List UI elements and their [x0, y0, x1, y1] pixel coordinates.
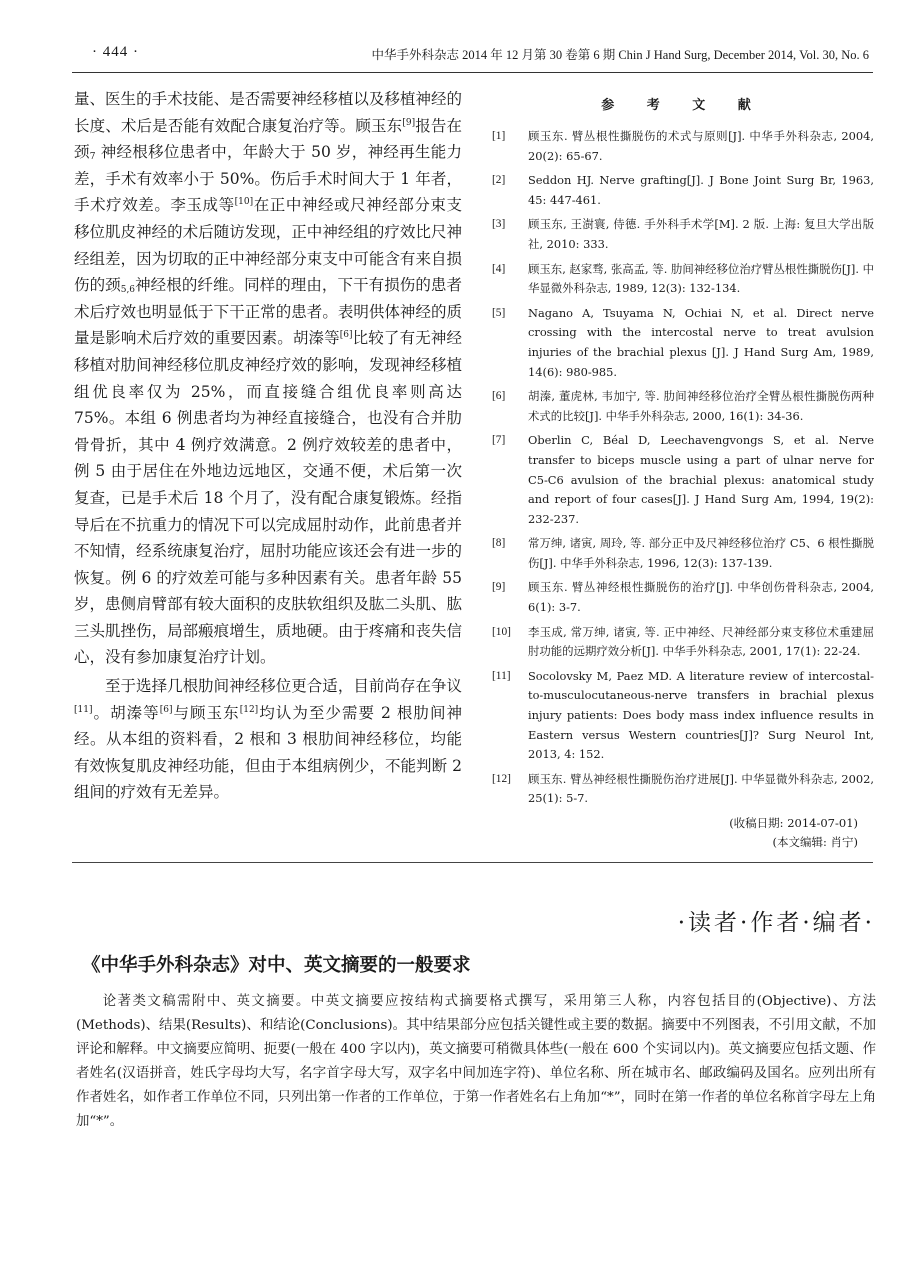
citation-6[interactable]: [6] [159, 704, 173, 715]
reference-item: [2] Seddon HJ. Nerve grafting[J]. J Bone Joint Surg Br, 1963, 45: 447-461. [492, 173, 874, 207]
editor-note: (本文编辑: 肖宁) [772, 835, 858, 849]
reference-item: [4] 顾玉东, 赵家骛, 张高孟, 等. 肋间神经移位治疗臂丛根性撕脱伤[J]. 中华显微外科杂志, 1989, 12(3): 132-134. [492, 261, 874, 296]
reference-item: [5] Nagano A, Tsuyama N, Ochiai N, et al. Direct nerve crossing with the intercostal nerve to treat avulsion injuries of the brachial plexus [J]. J Hand Surg Am, 1989, 14(6): 980-985. [492, 305, 874, 379]
citation-9[interactable]: [9] [402, 117, 416, 128]
reference-item: [12] 顾玉东. 臂丛神经根性撕脱伤治疗进展[J]. 中华显微外科杂志, 2002, 25(1): 5-7. [492, 771, 874, 806]
section-divider [72, 862, 873, 863]
reference-item: [1] 顾玉东. 臂丛根性撕脱伤的术式与原则[J]. 中华手外科杂志, 2004, 20(2): 65-67. [492, 129, 874, 163]
reference-list [492, 127, 874, 809]
reference-item: [8] 常万绅, 诸寅, 周玲, 等. 部分正中及尺神经移位治疗 C5、6 根性撕脱伤[J]. 中华手外科杂志, 1996, 12(3): 137-139. [492, 536, 874, 570]
citation-12[interactable]: [12] [239, 704, 259, 715]
reference-item: [10] 李玉成, 常万绅, 诸寅, 等. 正中神经、尺神经部分束支移位术重建屈肘功能的远期疗效分析[J]. 中华手外科杂志, 2001, 17(1): 22-24. [492, 624, 874, 659]
header-rule [72, 72, 873, 73]
paragraph-discussion: 量、医生的手术技能、是否需要神经移植以及移植神经的长度、术后是否能有效配合康复治疗等。顾玉东[9]报告在颈$_7$ 神经根移位患者中，年龄大于 50 岁，神经再生能力差，手术有效率小于 50%。伤后手术时间大于 1 年者，手术疗效差。李玉成等[10]在正中神经或尺神经部分束支移位肌皮神经的术后随访发现，正中神经组的疗效比尺神经组差，因为切取的正中神经部分束支中可能含有来自损伤的颈$_{5,6}$神经根的纤维。同样的理由，下干有损伤的患者术后疗效也明显低于下干正常的患者。表明供体神经的质量是影响术后疗效的重要因素。胡溱等[6]比较了有无神经移植对肋间神经移位肌皮神经疗效的影响，发现神经移植组优良率仅为 25%，而直接缝合组优良率则高达 75%。本组 6 例患者均为神经直接缝合，也没有合并肋骨骨折，其中 4 例疗效满意。2 例疗效较差的患者中，例 5 由于居住在外地边远地区，交通不便，术后第一次复查，已是手术后 18 个月了，没有配合康复锻炼。经指导后在不抗重力的情况下可以完成屈肘动作，此前患者并不知情，经系统康复治疗，屈肘功能应该还会有进一步的恢复。例 6 的疗效差可能与多种因素有关。患者年龄 55 岁，患侧肩臂部有较大面积的皮肤软组织及肱二头肌、肱三头肌挫伤，局部瘢痕增生，质地硬。由于疼痛和丧失信心，没有参加康复治疗计划。 [74, 90, 462, 667]
references-column [492, 94, 874, 852]
page-number: · 444 · [92, 44, 139, 60]
citation-10[interactable]: [10] [234, 197, 254, 208]
reference-item: [6] 胡溱, 董虎林, 韦加宁, 等. 肋间神经移位治疗全臂丛根性撕脱伤两种术式的比较[J]. 中华手外科杂志, 2000, 16(1): 34-36. [492, 389, 874, 423]
body-text-column [74, 86, 462, 806]
reference-item: [11] Socolovsky M, Paez MD. A literature review of intercostal-to-musculocutaneous-nerve transfers in brachial plexus injury patients: Does body mass index influence results in Eastern versus Western countries[J]? Surg Neurol Int, 2013, 4: 152. [492, 668, 874, 762]
reference-item: [9] 顾玉东. 臂丛神经根性撕脱伤的治疗[J]. 中华创伤骨科杂志, 2004, 6(1): 3-7. [492, 580, 874, 615]
notice-body: 论著类文稿需附中、英文摘要。中英文摘要应按结构式摘要格式撰写，采用第三人称，内容包括目的(Objective)、方法(Methods)、结果(Results)、和结论(Conclusions)。其中结果部分应包括关键性或主要的数据。摘要中不列图表，不引用文献，不加评论和解释。中文摘要应简明、扼要(一般在 400 字以内)，英文摘要可稍微具体些(一般在 600 个实词以内)。英文摘要应包括文题、作者姓名(汉语拼音，姓氏字母均大写，名字首字母大写，双字名中间加连字符)、单位名称、所在城市名、邮政编码及国名。应列出所有作者姓名，如作者工作单位不同，只列出第一作者的工作单位，于第一作者姓名右上角加“*”，同时在第一作者的单位名称首字母左上角加“*”。 [76, 994, 876, 1129]
citation-6[interactable]: [6] [339, 330, 353, 341]
notice-title: 《中华手外科杂志》对中、英文摘要的一般要求 [82, 955, 471, 977]
running-head: 中华手外科杂志 2014 年 12 月第 30 卷第 6 期 Chin J Hand Surg, December 2014, Vol. 30, No. 6 [371, 48, 869, 62]
received-date: (收稿日期: 2014-07-01) [729, 816, 858, 830]
citation-11[interactable]: [11] [74, 704, 93, 715]
paragraph-nerve-count: 至于选择几根肋间神经移位更合适，目前尚存在争议[11]。胡溱等[6]与顾玉东[12]均认为至少需要 2 根肋间神经。从本组的资料看，2 根和 3 根肋间神经移位，均能有效恢复肌皮神经功能，但由于本组病例少，不能判断 2 组间的疗效有无差异。 [74, 677, 462, 802]
reference-item: [3] 顾玉东, 王澍寰, 侍德. 手外科手术学[M]. 2 版. 上海: 复旦大学出版社, 2010: 333. [492, 217, 874, 251]
column-name: ·读者·作者·编者· [677, 910, 875, 936]
references-title: 参 考 文 献 [601, 98, 765, 113]
reference-item: [7] Oberlin C, Béal D, Leechavengvongs S, et al. Nerve transfer to biceps muscle using a part of ulnar nerve for C5-C6 avulsion of the brachial plexus: anatomical study and report of four cases[J]. J Hand Surg Am, 1994, 19(2): 232-237. [492, 433, 874, 526]
